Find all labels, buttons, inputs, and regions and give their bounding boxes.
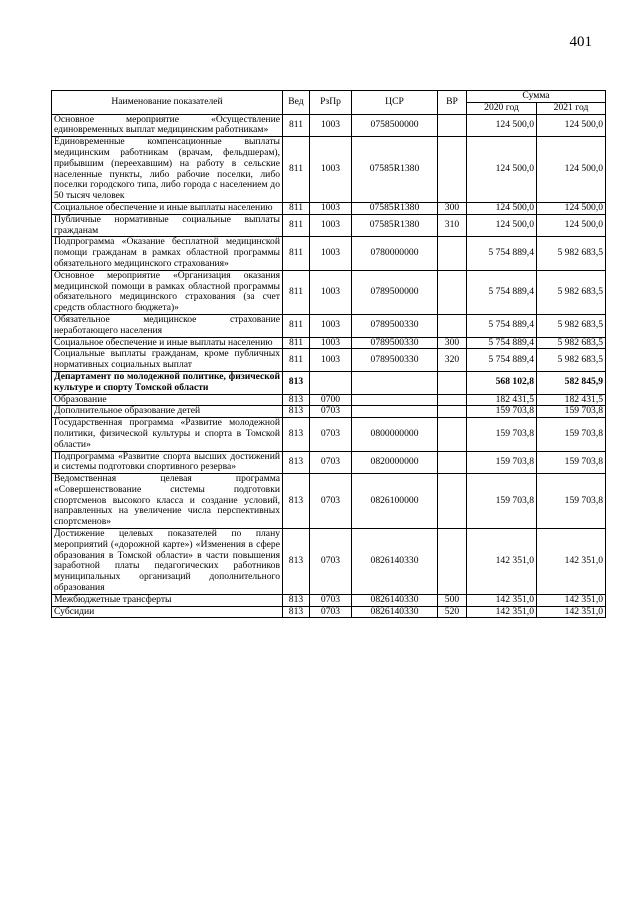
row-vr-cell bbox=[438, 237, 467, 270]
row-ved-cell: 811 bbox=[283, 270, 310, 314]
row-2020-cell: 142 351,0 bbox=[467, 606, 537, 618]
table-row bbox=[52, 529, 606, 595]
row-ved-cell: 813 bbox=[283, 529, 310, 595]
table-row bbox=[52, 314, 606, 337]
row-vr-cell bbox=[438, 474, 467, 529]
row-vr-cell bbox=[438, 114, 467, 137]
row-2021-cell: 124 500,0 bbox=[537, 114, 606, 137]
row-csr-cell: 0780000000 bbox=[352, 237, 438, 270]
row-2020-cell: 5 754 889,4 bbox=[467, 337, 537, 349]
row-rzpr-cell: 0703 bbox=[310, 418, 352, 451]
row-vr-cell: 500 bbox=[438, 594, 467, 606]
row-ved-cell: 811 bbox=[283, 202, 310, 214]
row-vr-cell: 320 bbox=[438, 349, 467, 372]
table-row bbox=[52, 451, 606, 474]
row-ved-cell: 811 bbox=[283, 137, 310, 203]
row-name-cell: Обязательное медицинское страхование неработающего населения bbox=[52, 314, 283, 337]
row-ved-cell: 813 bbox=[283, 394, 310, 406]
row-csr-cell: 0826100000 bbox=[352, 474, 438, 529]
row-ved-cell: 811 bbox=[283, 214, 310, 237]
row-vr-cell: 520 bbox=[438, 606, 467, 618]
row-name-cell: Образование bbox=[52, 394, 283, 406]
row-name-cell: Социальное обеспечение и иные выплаты населению bbox=[52, 337, 283, 349]
row-name-cell: Субсидии bbox=[52, 606, 283, 618]
row-2021-cell: 5 982 683,5 bbox=[537, 314, 606, 337]
row-name-cell: Социальное обеспечение и иные выплаты населению bbox=[52, 202, 283, 214]
row-2021-cell: 5 982 683,5 bbox=[537, 270, 606, 314]
row-csr-cell: 0826140330 bbox=[352, 606, 438, 618]
row-ved-cell: 813 bbox=[283, 371, 310, 394]
row-2020-cell: 142 351,0 bbox=[467, 594, 537, 606]
row-2020-cell: 182 431,5 bbox=[467, 394, 537, 406]
row-rzpr-cell: 1003 bbox=[310, 114, 352, 137]
row-name-cell: Единовременные компенсационные выплаты медицинским работникам (врачам, фельдшерам), прибывшим (переехавшим) на работу в сельские населенные пункты, либо рабочие поселки, либо поселки городского типа, либо города с населением до 50 тысяч человек bbox=[52, 137, 283, 203]
row-2021-cell: 159 703,8 bbox=[537, 406, 606, 418]
row-rzpr-cell: 0703 bbox=[310, 451, 352, 474]
row-2020-cell: 5 754 889,4 bbox=[467, 270, 537, 314]
row-rzpr-cell: 1003 bbox=[310, 202, 352, 214]
table-row bbox=[52, 418, 606, 451]
row-rzpr-cell: 1003 bbox=[310, 237, 352, 270]
header-name: Наименование показателей bbox=[52, 91, 283, 115]
row-vr-cell bbox=[438, 406, 467, 418]
row-2020-cell: 124 500,0 bbox=[467, 114, 537, 137]
table-row bbox=[52, 114, 606, 137]
header-sum: Сумма bbox=[467, 91, 606, 103]
row-ved-cell: 811 bbox=[283, 237, 310, 270]
row-2021-cell: 142 351,0 bbox=[537, 529, 606, 595]
header-csr: ЦСР bbox=[352, 91, 438, 115]
row-2021-cell: 142 351,0 bbox=[537, 594, 606, 606]
budget-table bbox=[51, 90, 606, 618]
row-csr-cell: 0758500000 bbox=[352, 114, 438, 137]
row-name-cell: Достижение целевых показателей по плану мероприятий («дорожной карте») «Изменения в сфере образования в Томской области» в части повышения заработной платы педагогических работников муниципальных организаций дополнительного образования bbox=[52, 529, 283, 595]
row-vr-cell: 310 bbox=[438, 214, 467, 237]
row-ved-cell: 811 bbox=[283, 114, 310, 137]
table-row bbox=[52, 137, 606, 203]
row-ved-cell: 813 bbox=[283, 451, 310, 474]
table-row bbox=[52, 270, 606, 314]
table-row bbox=[52, 371, 606, 394]
row-name-cell: Департамент по молодежной политике, физической культуре и спорту Томской области bbox=[52, 371, 283, 394]
row-name-cell: Межбюджетные трансферты bbox=[52, 594, 283, 606]
row-2020-cell: 159 703,8 bbox=[467, 418, 537, 451]
row-2020-cell: 159 703,8 bbox=[467, 406, 537, 418]
header-rzpr: РзПр bbox=[310, 91, 352, 115]
row-name-cell: Подпрограмма «Развитие спорта высших достижений и системы подготовки спортивного резерва» bbox=[52, 451, 283, 474]
row-ved-cell: 813 bbox=[283, 406, 310, 418]
row-csr-cell: 0789500330 bbox=[352, 349, 438, 372]
table-row bbox=[52, 394, 606, 406]
row-2021-cell: 582 845,9 bbox=[537, 371, 606, 394]
row-vr-cell bbox=[438, 314, 467, 337]
row-vr-cell bbox=[438, 529, 467, 595]
row-rzpr-cell: 0703 bbox=[310, 606, 352, 618]
row-2021-cell: 5 982 683,5 bbox=[537, 349, 606, 372]
row-2021-cell: 142 351,0 bbox=[537, 606, 606, 618]
table-row bbox=[52, 594, 606, 606]
row-2020-cell: 5 754 889,4 bbox=[467, 314, 537, 337]
row-2020-cell: 159 703,8 bbox=[467, 451, 537, 474]
table-row bbox=[52, 214, 606, 237]
row-csr-cell: 0826140330 bbox=[352, 594, 438, 606]
row-2021-cell: 124 500,0 bbox=[537, 202, 606, 214]
row-2021-cell: 5 982 683,5 bbox=[537, 337, 606, 349]
row-2020-cell: 124 500,0 bbox=[467, 202, 537, 214]
row-name-cell: Основное мероприятие «Осуществление единовременных выплат медицинским работникам» bbox=[52, 114, 283, 137]
row-ved-cell: 811 bbox=[283, 314, 310, 337]
header-ved: Вед bbox=[283, 91, 310, 115]
row-2020-cell: 124 500,0 bbox=[467, 137, 537, 203]
row-rzpr-cell: 1003 bbox=[310, 214, 352, 237]
row-csr-cell bbox=[352, 371, 438, 394]
row-csr-cell: 07585R1380 bbox=[352, 202, 438, 214]
header-vr: ВР bbox=[438, 91, 467, 115]
row-2020-cell: 142 351,0 bbox=[467, 529, 537, 595]
row-name-cell: Подпрограмма «Оказание бесплатной медицинской помощи гражданам в рамках областной программы обязательного медицинского страхования» bbox=[52, 237, 283, 270]
row-ved-cell: 813 bbox=[283, 418, 310, 451]
row-ved-cell: 811 bbox=[283, 337, 310, 349]
row-name-cell: Ведомственная целевая программа «Совершенствование системы подготовки спортсменов высокого класса и создание условий, направленных на увеличение числа перспективных спортсменов» bbox=[52, 474, 283, 529]
row-vr-cell bbox=[438, 137, 467, 203]
row-ved-cell: 811 bbox=[283, 349, 310, 372]
row-csr-cell: 07585R1380 bbox=[352, 214, 438, 237]
row-name-cell: Дополнительное образование детей bbox=[52, 406, 283, 418]
row-name-cell: Государственная программа «Развитие молодежной политики, физической культуры и спорта в Томской области» bbox=[52, 418, 283, 451]
row-csr-cell bbox=[352, 406, 438, 418]
row-csr-cell: 0789500330 bbox=[352, 314, 438, 337]
row-2021-cell: 124 500,0 bbox=[537, 214, 606, 237]
row-2021-cell: 182 431,5 bbox=[537, 394, 606, 406]
row-2021-cell: 159 703,8 bbox=[537, 474, 606, 529]
table-row bbox=[52, 237, 606, 270]
table-row bbox=[52, 606, 606, 618]
table-row bbox=[52, 474, 606, 529]
row-csr-cell: 0820000000 bbox=[352, 451, 438, 474]
row-name-cell: Основное мероприятие «Организация оказания медицинской помощи в рамках областной программы обязательного медицинского страхования (за счет средств областного бюджета)» bbox=[52, 270, 283, 314]
header-2021: 2021 год bbox=[537, 102, 606, 114]
table-body bbox=[52, 114, 606, 618]
row-2020-cell: 159 703,8 bbox=[467, 474, 537, 529]
row-2020-cell: 5 754 889,4 bbox=[467, 237, 537, 270]
row-csr-cell: 0800000000 bbox=[352, 418, 438, 451]
row-name-cell: Публичные нормативные социальные выплаты гражданам bbox=[52, 214, 283, 237]
row-rzpr-cell: 0703 bbox=[310, 529, 352, 595]
row-rzpr-cell: 1003 bbox=[310, 137, 352, 203]
row-ved-cell: 813 bbox=[283, 594, 310, 606]
table-row bbox=[52, 202, 606, 214]
row-rzpr-cell: 0703 bbox=[310, 594, 352, 606]
row-vr-cell bbox=[438, 451, 467, 474]
row-rzpr-cell bbox=[310, 371, 352, 394]
page-number: 401 bbox=[569, 34, 592, 50]
row-rzpr-cell: 0700 bbox=[310, 394, 352, 406]
header-2020: 2020 год bbox=[467, 102, 537, 114]
row-2021-cell: 159 703,8 bbox=[537, 418, 606, 451]
row-vr-cell bbox=[438, 418, 467, 451]
row-vr-cell bbox=[438, 270, 467, 314]
row-vr-cell: 300 bbox=[438, 337, 467, 349]
row-2021-cell: 124 500,0 bbox=[537, 137, 606, 203]
row-2021-cell: 5 982 683,5 bbox=[537, 237, 606, 270]
row-csr-cell: 0789500330 bbox=[352, 337, 438, 349]
table-row bbox=[52, 406, 606, 418]
row-rzpr-cell: 1003 bbox=[310, 349, 352, 372]
row-2020-cell: 124 500,0 bbox=[467, 214, 537, 237]
row-rzpr-cell: 0703 bbox=[310, 406, 352, 418]
row-vr-cell bbox=[438, 371, 467, 394]
row-rzpr-cell: 1003 bbox=[310, 270, 352, 314]
row-vr-cell: 300 bbox=[438, 202, 467, 214]
row-rzpr-cell: 1003 bbox=[310, 337, 352, 349]
row-name-cell: Социальные выплаты гражданам, кроме публичных нормативных социальных выплат bbox=[52, 349, 283, 372]
row-2020-cell: 5 754 889,4 bbox=[467, 349, 537, 372]
row-2020-cell: 568 102,8 bbox=[467, 371, 537, 394]
table-row bbox=[52, 349, 606, 372]
row-vr-cell bbox=[438, 394, 467, 406]
row-rzpr-cell: 1003 bbox=[310, 314, 352, 337]
row-csr-cell: 07585R1380 bbox=[352, 137, 438, 203]
row-2021-cell: 159 703,8 bbox=[537, 451, 606, 474]
row-csr-cell: 0789500000 bbox=[352, 270, 438, 314]
row-csr-cell: 0826140330 bbox=[352, 529, 438, 595]
row-ved-cell: 813 bbox=[283, 474, 310, 529]
row-csr-cell bbox=[352, 394, 438, 406]
row-rzpr-cell: 0703 bbox=[310, 474, 352, 529]
table-row bbox=[52, 337, 606, 349]
row-ved-cell: 813 bbox=[283, 606, 310, 618]
